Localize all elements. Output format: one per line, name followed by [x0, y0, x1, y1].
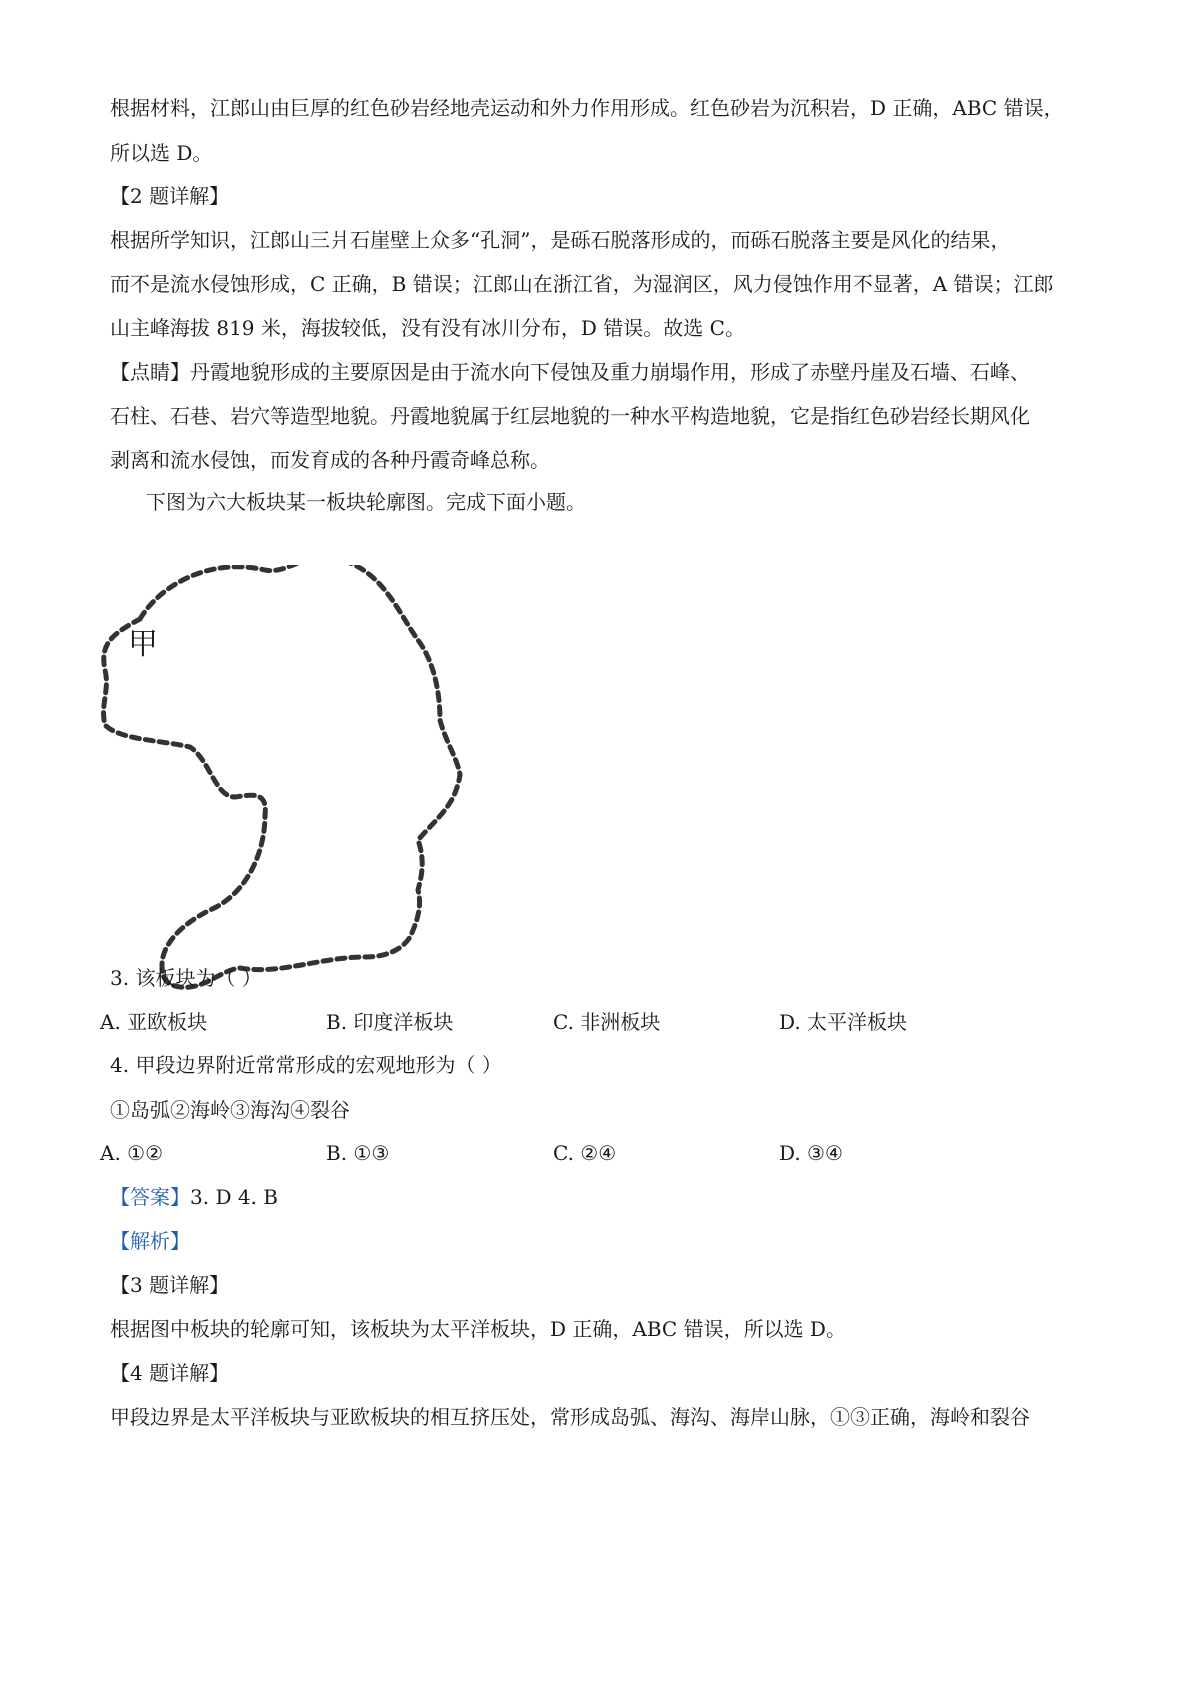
- q3-option-b: B. 印度洋板块: [326, 1010, 454, 1034]
- q3-option-c: C. 非洲板块: [553, 1010, 661, 1034]
- q2-detail-heading: 【2 题详解】: [110, 184, 230, 208]
- dianjing-line: 【点睛】丹霞地貌形成的主要原因是由于流水向下侵蚀及重力崩塌作用，形成了赤壁丹崖及石墙、石峰、: [110, 360, 1030, 384]
- q4-option-b: B. ①③: [326, 1141, 390, 1165]
- answer-text: 3. D 4. B: [190, 1185, 278, 1209]
- q3-detail-heading: 【3 题详解】: [110, 1273, 230, 1297]
- intro-text: 下图为六大板块某一板块轮廓图。完成下面小题。: [146, 490, 586, 514]
- q4-stem: 4. 甲段边界附近常常形成的宏观地形为（ ）: [110, 1053, 502, 1077]
- q4-option-c: C. ②④: [553, 1141, 617, 1165]
- explanation-line: 根据材料，江郎山由巨厚的红色砂岩经地壳运动和外力作用形成。红色砂岩为沉积岩，D 正确，ABC 错误，: [110, 96, 1064, 120]
- q4-option-a: A. ①②: [100, 1141, 164, 1165]
- q4-option-d: D. ③④: [779, 1141, 843, 1165]
- dianjing-line: 石柱、石巷、岩穴等造型地貌。丹霞地貌属于红层地貌的一种水平构造地貌，它是指红色砂岩经长期风化: [110, 404, 1030, 428]
- q2-detail-line: 山主峰海拔 819 米，海拔较低，没有没有冰川分布，D 错误。故选 C。: [110, 316, 745, 340]
- plate-outline-map: [100, 565, 500, 1025]
- q4-choices: ①岛弧②海岭③海沟④裂谷: [110, 1098, 350, 1122]
- map-label-jia: 甲: [128, 627, 158, 662]
- answer-line: [110, 1185, 278, 1209]
- q3-stem: 3. 该板块为（ ）: [110, 966, 262, 990]
- q3-option-a: A. 亚欧板块: [100, 1010, 208, 1034]
- q3-detail-line: 根据图中板块的轮廓可知，该板块为太平洋板块，D 正确，ABC 错误，所以选 D。: [110, 1317, 846, 1341]
- q4-detail-line: 甲段边界是太平洋板块与亚欧板块的相互挤压处，常形成岛弧、海沟、海岸山脉，①③正确，海岭和裂谷: [110, 1405, 1030, 1429]
- explanation-line: 所以选 D。: [110, 141, 213, 165]
- q2-detail-line: 而不是流水侵蚀形成，C 正确，B 错误；江郎山在浙江省，为湿润区，风力侵蚀作用不显著，A 错误；江郎: [110, 272, 1054, 296]
- analysis-label: 【解析】: [110, 1229, 190, 1253]
- q2-detail-line: 根据所学知识，江郎山三爿石崖壁上众多“孔洞”，是砾石脱落形成的，而砾石脱落主要是风化的结果，: [110, 228, 1011, 252]
- q3-option-d: D. 太平洋板块: [779, 1010, 908, 1034]
- answer-label: 【答案】: [110, 1185, 190, 1209]
- dianjing-line: 剥离和流水侵蚀，而发育成的各种丹霞奇峰总称。: [110, 448, 550, 472]
- q4-detail-heading: 【4 题详解】: [110, 1361, 230, 1385]
